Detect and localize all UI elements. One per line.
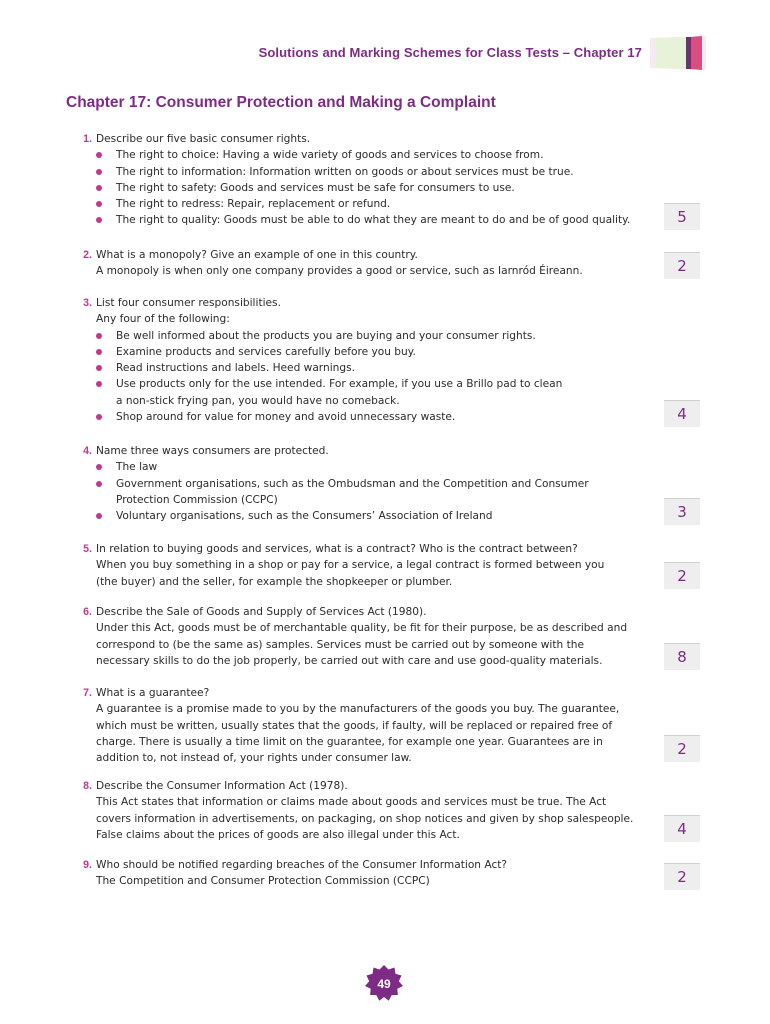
list-item: Government organisations, such as the Ombudsman and the Competition and Consumer Protection Commission (CCPC) xyxy=(94,476,616,509)
list-item: The right to choice: Having a wide variety of goods and services to choose from. xyxy=(94,147,652,163)
page-number: 49 xyxy=(377,977,391,991)
question-number: 8. xyxy=(83,780,92,792)
list-item: The right to information: Information written on goods or about services must be true. xyxy=(94,164,652,180)
question-number: 1. xyxy=(83,133,92,145)
question-text: What is a monopoly? Give an example of one in this country. xyxy=(96,249,418,261)
question-number: 6. xyxy=(83,606,92,618)
answer-text: Any four of the following: xyxy=(96,313,230,326)
question-number: 7. xyxy=(83,687,92,699)
question-4 xyxy=(72,443,652,524)
list-item: Be well informed about the products you are buying and your consumer rights. xyxy=(94,328,652,344)
question-8 xyxy=(72,778,652,843)
list-item: Examine products and services carefully before you buy. xyxy=(94,344,652,360)
running-title: Solutions and Marking Schemes for Class Tests – Chapter 17 xyxy=(258,45,642,60)
marks-box: 3 xyxy=(664,498,700,525)
marks-box: 2 xyxy=(664,735,700,762)
marks-box: 4 xyxy=(664,400,700,427)
chapter-title: Chapter 17: Consumer Protection and Making a Complaint xyxy=(66,94,496,111)
marks-box: 2 xyxy=(664,863,700,890)
marks-box: 5 xyxy=(664,203,700,230)
question-2 xyxy=(72,247,652,280)
question-text: Describe the Consumer Information Act (1978). xyxy=(96,780,348,792)
answer-text: This Act states that information or claims made about goods and services must be true. The Act covers information in advertisements, on packaging, on shop notices and given by shop salespeople. False claims about the prices of goods are also illegal under this Act. xyxy=(96,796,634,841)
answer-text: Under this Act, goods must be of merchantable quality, be fit for their purpose, be as described and correspond to (be the same as) samples. Services must be carried out by someone with the necessary skills to do the job properly, be carried out with care and use good-quality materials. xyxy=(96,622,628,667)
question-text: In relation to buying goods and services, what is a contract? Who is the contract between? xyxy=(96,543,578,555)
question-6 xyxy=(72,604,652,669)
question-number: 3. xyxy=(83,297,92,309)
question-9 xyxy=(72,857,652,890)
question-1 xyxy=(72,131,652,229)
marks-box: 4 xyxy=(664,815,700,842)
marks-box: 2 xyxy=(664,252,700,279)
list-item: Read instructions and labels. Heed warnings. xyxy=(94,360,652,376)
question-7 xyxy=(72,685,652,766)
answer-text: A monopoly is when only one company provides a good or service, such as Iarnród Éireann. xyxy=(96,265,583,278)
list-item: The right to redress: Repair, replacement or refund. xyxy=(94,196,652,212)
question-text: Describe our five basic consumer rights. xyxy=(96,133,311,145)
answer-bullets xyxy=(72,459,652,524)
list-item: Voluntary organisations, such as the Consumers’ Association of Ireland xyxy=(94,508,652,524)
question-text: Who should be notified regarding breaches of the Consumer Information Act? xyxy=(96,859,508,871)
question-3 xyxy=(72,295,652,425)
answer-bullets xyxy=(72,328,652,426)
answer-text: The Competition and Consumer Protection Commission (CCPC) xyxy=(96,875,430,888)
list-item: The right to safety: Goods and services must be safe for consumers to use. xyxy=(94,180,652,196)
question-number: 2. xyxy=(83,249,92,261)
answer-bullets xyxy=(72,147,652,228)
list-item: Shop around for value for money and avoid unnecessary waste. xyxy=(94,409,652,425)
marks-box: 2 xyxy=(664,562,700,589)
question-5 xyxy=(72,541,652,590)
question-number: 9. xyxy=(83,859,92,871)
question-text: Describe the Sale of Goods and Supply of Services Act (1980). xyxy=(96,606,427,618)
answer-text: When you buy something in a shop or pay for a service, a legal contract is formed between you (the buyer) and the seller, for example the shopkeeper or plumber. xyxy=(96,559,605,588)
book-tab-graphic xyxy=(650,36,706,70)
marks-box: 8 xyxy=(664,643,700,670)
question-text: Name three ways consumers are protected. xyxy=(96,445,329,457)
question-number: 5. xyxy=(83,543,92,555)
list-item: The law xyxy=(94,459,652,475)
answer-text: A guarantee is a promise made to you by the manufacturers of the goods you buy. The guarantee, which must be written, usually states that the goods, if faulty, will be replaced or repaired free of charge. There is usually a time limit on the guarantee, for example one year. Guarantees are in addition to, not instead of, your rights under consumer law. xyxy=(96,703,620,765)
question-number: 4. xyxy=(83,445,92,457)
question-text: List four consumer responsibilities. xyxy=(96,297,281,309)
list-item: Use products only for the use intended. For example, if you use a Brillo pad to clean a non-stick frying pan, you would have no comeback. xyxy=(94,376,566,409)
question-text: What is a guarantee? xyxy=(96,687,210,699)
list-item: The right to quality: Goods must be able to do what they are meant to do and be of good quality. xyxy=(94,212,652,228)
